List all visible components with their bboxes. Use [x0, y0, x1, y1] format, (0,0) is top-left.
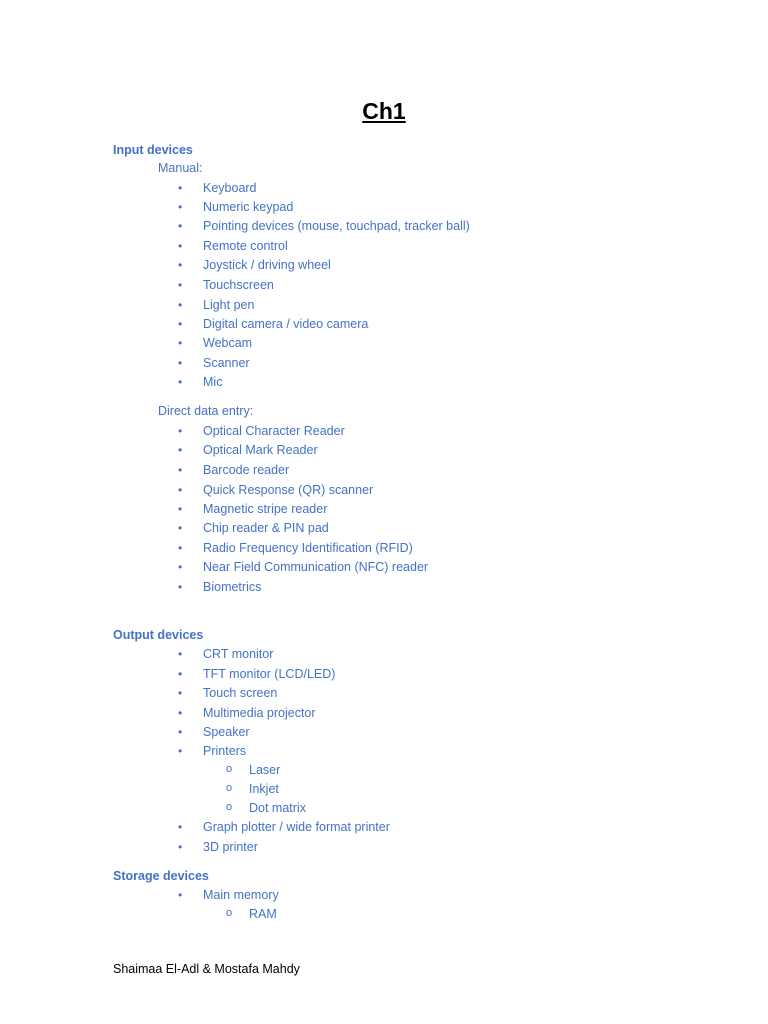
- page-footer: Shaimaa El-Adl & Mostafa Mahdy: [113, 962, 300, 976]
- document-page: Ch1 Input devices Manual: Keyboard Numeric keypad Pointing devices (mouse, touchpad, tracker ball) Remote control Joystick / driving wheel Touchscreen Light pen Digital camera / video camera Webcam Scanner Mic Direct data entry: Optical Character Reader Optical Mark Reader Barcode reader Quick Response (QR) scanner Magnetic stripe reader Chip reader & PIN pad Radio Frequency Identification (RFID) Near Field Communication (NFC) reader Biometrics Output devices CRT monitor TFT monitor (LCD/LED) Touch screen Multimedia projector Speaker Printers Laser Inkjet Dot matrix Graph plotter / wide format printer 3D printer Storage devices Main memory RAM Shaimaa El-Adl & Mostafa Mahdy: [0, 0, 768, 1024]
- section-heading-output-devices: Output devices: [113, 628, 204, 642]
- page-title: Ch1: [362, 98, 406, 124]
- section-heading-storage-devices: Storage devices: [113, 869, 209, 883]
- section-heading-input-devices: Input devices: [113, 143, 193, 157]
- subheading-direct-data-entry: Direct data entry:: [158, 404, 254, 418]
- subheading-manual: Manual:: [158, 161, 203, 175]
